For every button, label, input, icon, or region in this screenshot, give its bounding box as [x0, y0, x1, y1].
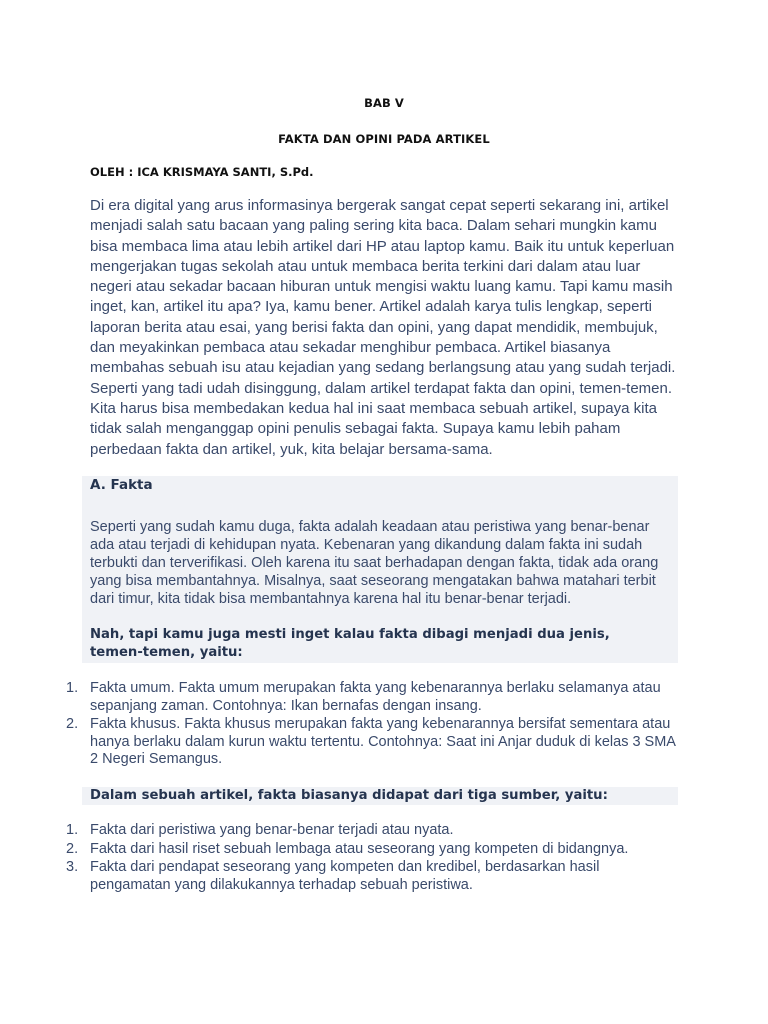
list-item-text: Fakta umum. Fakta umum merupakan fakta yang kebenarannya berlaku selamanya atau sepanjang zaman. Contohnya: Ikan bernafas dengan insang. — [90, 680, 661, 714]
list-number: 2. — [66, 840, 79, 857]
list-item — [66, 680, 676, 715]
list-item-text: Fakta dari pendapat seseorang yang kompeten dan kredibel, berdasarkan hasil pengamatan yang dilakukannya terhadap sebuah peristiwa. — [90, 859, 600, 893]
list-item — [66, 822, 676, 840]
list-item — [66, 716, 676, 769]
list-number: 1. — [66, 680, 79, 696]
section-a-title: A. Fakta — [90, 477, 153, 493]
chapter-number: BAB V — [364, 96, 404, 110]
fakta-types-intro: Nah, tapi kamu juga mesti inget kalau fakta dibagi menjadi dua jenis, temen-temen, yaitu: — [90, 627, 610, 660]
fakta-types-list — [66, 680, 676, 770]
fakta-sources-list — [66, 822, 676, 895]
list-item-text: Fakta khusus. Fakta khusus merupakan fakta yang kebenarannya bersifat sementara atau hanya berlaku dalam kurun waktu tertentu. Contohnya: Saat ini Anjar duduk di kelas 3 SMA 2 Negeri Semangus. — [90, 716, 676, 767]
sources-heading: Dalam sebuah artikel, fakta biasanya didapat dari tiga sumber, yaitu: — [90, 788, 608, 803]
list-number: 3. — [66, 859, 79, 875]
chapter-title: FAKTA DAN OPINI PADA ARTIKEL — [278, 132, 490, 146]
list-item-text: Fakta dari hasil riset sebuah lembaga atau seseorang yang kompeten di bidangnya. — [90, 840, 629, 857]
fakta-definition-paragraph: Seperti yang sudah kamu duga, fakta adalah keadaan atau peristiwa yang benar-benar ada atau terjadi di kehidupan nyata. Kebenaran yang dikandung dalam fakta ini sudah terbukti dan terverifikasi. Oleh karena itu saat berhadapan dengan fakta, tidak ada orang yang bisa membantahnya. Misalnya, saat seseorang mengatakan bahwa matahari terbit dari timur, kita tidak bisa membantahnya karena hal itu benar-benar terjadi. — [90, 519, 659, 607]
list-item-text: Fakta dari peristiwa yang benar-benar terjadi atau nyata. — [90, 822, 454, 838]
list-number: 1. — [66, 822, 79, 838]
author-line: OLEH : ICA KRISMAYA SANTI, S.Pd. — [90, 165, 314, 179]
list-item — [66, 859, 676, 894]
intro-paragraph: Di era digital yang arus informasinya bergerak sangat cepat seperti sekarang ini, artikel menjadi salah satu bacaan yang paling sering kita baca. Dalam sehari mungkin kamu bisa membaca lima atau lebih artikel dari HP atau laptop kamu. Baik itu untuk keperluan mengerjakan tugas sekolah atau untuk membaca berita terkini dari dalam atau luar negeri atau sekadar bacaan hiburan untuk mengisi waktu luang kamu. Tapi kamu masih inget, kan, artikel itu apa? Iya, kamu bener. Artikel adalah karya tulis lengkap, seperti laporan berita atau esai, yang berisi fakta dan opini, yang dapat mendidik, membujuk, dan meyakinkan pembaca atau sekadar menghibur pembaca. Artikel biasanya membahas sebuah isu atau kejadian yang sedang berlangsung atau yang sudah terjadi. Seperti yang tadi udah disinggung, dalam artikel terdapat fakta dan opini, temen-temen. Kita harus bisa membedakan kedua hal ini saat membaca sebuah artikel, supaya kita tidak salah menganggap opini penulis sebagai fakta. Supaya kamu lebih paham perbedaan fakta dan artikel, yuk, kita belajar bersama-sama. — [90, 197, 676, 458]
list-number: 2. — [66, 716, 79, 732]
list-item — [66, 841, 676, 859]
